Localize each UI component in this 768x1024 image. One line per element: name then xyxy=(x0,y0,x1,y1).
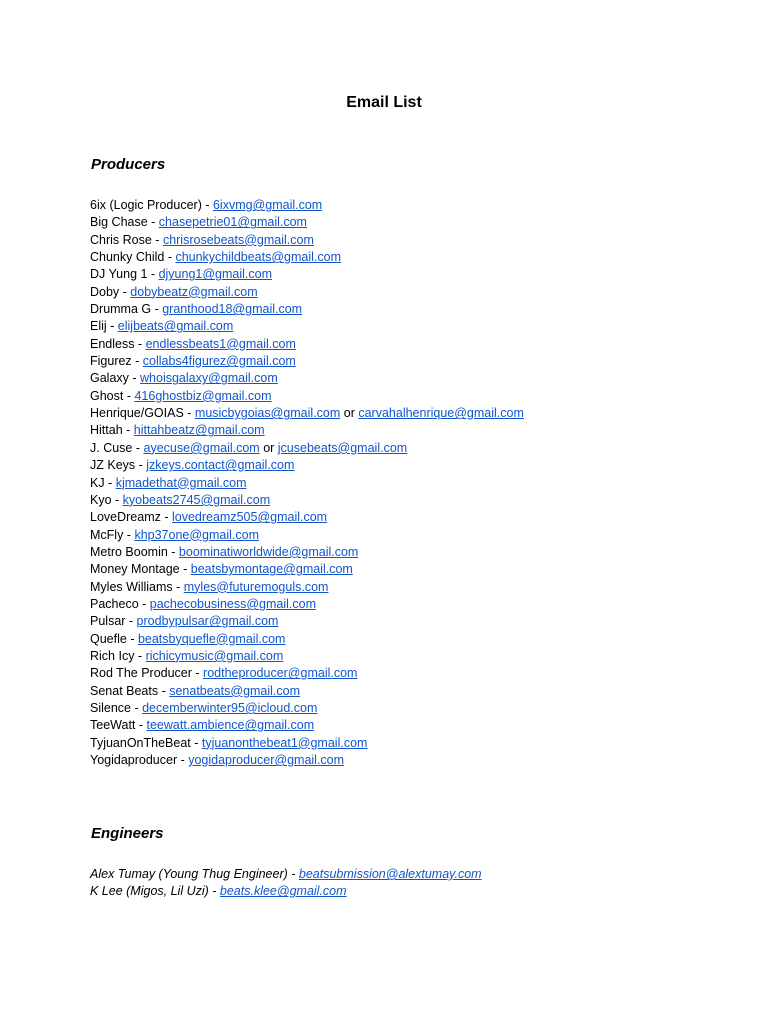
contact-name: Rod The Producer xyxy=(90,666,192,681)
email-link[interactable]: jcusebeats@gmail.com xyxy=(277,440,408,455)
name-separator: - xyxy=(208,884,220,899)
producers-entry xyxy=(90,457,524,474)
name-separator: - xyxy=(147,267,159,282)
or-connector: or xyxy=(340,406,359,421)
contact-name: Myles Williams xyxy=(90,579,173,594)
email-link[interactable]: teewatt.ambience@gmail.com xyxy=(146,718,315,733)
name-separator: - xyxy=(287,867,299,881)
email-link[interactable]: rodtheproducer@gmail.com xyxy=(203,666,358,681)
email-link[interactable]: pachecobusiness@gmail.com xyxy=(149,596,317,611)
engineers-entry xyxy=(90,883,482,900)
contact-name: J. Cuse xyxy=(90,440,133,455)
contact-name: 6ix (Logic Producer) xyxy=(90,198,202,212)
contact-name: Elij xyxy=(90,319,107,334)
name-separator: - xyxy=(151,232,163,247)
email-link[interactable]: whoisgalaxy@gmail.com xyxy=(140,371,278,386)
email-link[interactable]: granthood18@gmail.com xyxy=(162,302,303,317)
name-separator: - xyxy=(164,250,176,265)
name-separator: - xyxy=(138,596,150,611)
name-separator: - xyxy=(104,475,116,490)
email-link[interactable]: ayecuse@gmail.com xyxy=(143,440,260,455)
email-link[interactable]: 6ixvmg@gmail.com xyxy=(212,198,323,212)
contact-name: Quefle xyxy=(90,631,127,646)
producers-heading: Producers xyxy=(91,156,166,173)
name-separator: - xyxy=(134,648,146,663)
email-link[interactable]: senatbeats@gmail.com xyxy=(169,683,301,698)
contact-name: LoveDreamz xyxy=(90,510,161,525)
contact-name: Rich Icy xyxy=(90,648,135,663)
email-link[interactable]: carvahalhenrique@gmail.com xyxy=(358,406,524,421)
email-link[interactable]: decemberwinter95@icloud.com xyxy=(142,700,318,715)
email-link[interactable]: prodbypulsar@gmail.com xyxy=(136,614,279,629)
name-separator: - xyxy=(167,544,179,559)
name-separator: - xyxy=(135,718,147,733)
email-link[interactable]: yogidaproducer@gmail.com xyxy=(188,753,345,767)
name-separator: - xyxy=(125,614,137,629)
producers-entry xyxy=(90,665,524,682)
contact-name: Metro Boomin xyxy=(90,544,168,559)
producers-entry xyxy=(90,440,524,457)
producers-entry xyxy=(90,509,524,526)
name-separator: - xyxy=(183,406,195,421)
email-link[interactable]: djyung1@gmail.com xyxy=(158,267,272,282)
producers-entry xyxy=(90,284,524,301)
contact-name: TeeWatt xyxy=(90,718,136,733)
name-separator: - xyxy=(158,683,170,698)
producers-entry xyxy=(90,370,524,387)
producers-entry xyxy=(90,613,524,630)
email-link[interactable]: musicbygoias@gmail.com xyxy=(194,406,341,421)
name-separator: - xyxy=(135,458,147,473)
producers-entry xyxy=(90,561,524,578)
name-separator: - xyxy=(134,336,146,351)
name-separator: - xyxy=(122,423,134,438)
contact-name: JZ Keys xyxy=(90,458,136,473)
email-link[interactable]: beatsbymontage@gmail.com xyxy=(190,562,353,577)
email-link[interactable]: tyjuanonthebeat1@gmail.com xyxy=(201,735,368,750)
email-link[interactable]: beatsbyquefle@gmail.com xyxy=(137,631,286,646)
name-separator: - xyxy=(172,579,184,594)
contact-name: Pulsar xyxy=(90,614,126,629)
email-link[interactable]: dobybeatz@gmail.com xyxy=(130,284,258,299)
producers-entry xyxy=(90,249,524,266)
email-link[interactable]: chrisrosebeats@gmail.com xyxy=(162,232,314,247)
producers-entry xyxy=(90,301,524,318)
or-connector: or xyxy=(259,440,278,455)
email-link[interactable]: collabs4figurez@gmail.com xyxy=(142,354,296,369)
producers-entry xyxy=(90,214,524,231)
email-link[interactable]: kjmadethat@gmail.com xyxy=(115,475,247,490)
email-link[interactable]: jzkeys.contact@gmail.com xyxy=(146,458,295,473)
name-separator: - xyxy=(119,284,131,299)
contact-name: Henrique/GOIAS xyxy=(90,406,184,421)
contact-name: K Lee (Migos, Lil Uzi) xyxy=(90,884,209,899)
contact-name: Chunky Child xyxy=(90,250,165,265)
producers-entry xyxy=(90,388,524,405)
producers-entry xyxy=(90,527,524,544)
email-link[interactable]: lovedreamz505@gmail.com xyxy=(171,510,328,525)
contact-name: Silence xyxy=(90,700,131,715)
name-separator: - xyxy=(179,562,191,577)
contact-name: Drumma G xyxy=(90,302,152,317)
email-link[interactable]: endlessbeats1@gmail.com xyxy=(145,336,296,351)
producers-entry xyxy=(90,353,524,370)
contact-name: TyjuanOnTheBeat xyxy=(90,735,191,750)
contact-name: Big Chase xyxy=(90,215,148,230)
contact-name: Chris Rose xyxy=(90,232,152,247)
name-separator: - xyxy=(106,319,118,334)
producers-entry xyxy=(90,232,524,249)
contact-name: Pacheco xyxy=(90,596,139,611)
name-separator: - xyxy=(147,215,159,230)
producers-entry xyxy=(90,700,524,717)
contact-name: Endless xyxy=(90,336,135,351)
contact-name: Galaxy xyxy=(90,371,129,386)
name-separator: - xyxy=(151,302,163,317)
contact-name: Money Montage xyxy=(90,562,180,577)
producers-entry xyxy=(90,752,524,769)
producers-entry xyxy=(90,717,524,734)
producers-entry xyxy=(90,631,524,648)
producers-entry xyxy=(90,318,524,335)
name-separator: - xyxy=(132,440,144,455)
name-separator: - xyxy=(177,753,189,767)
email-link[interactable]: 416ghostbiz@gmail.com xyxy=(134,388,272,403)
contact-name: Figurez xyxy=(90,354,132,369)
name-separator: - xyxy=(191,666,204,681)
email-link[interactable]: beats.klee@gmail.com xyxy=(219,884,347,899)
contact-name: Ghost xyxy=(90,388,124,403)
email-link[interactable]: khp37one@gmail.com xyxy=(134,527,259,542)
engineers-entry xyxy=(90,866,482,883)
producers-entry xyxy=(90,544,524,561)
name-separator: - xyxy=(126,631,138,646)
producers-entry xyxy=(90,475,524,492)
email-link[interactable]: boominatiworldwide@gmail.com xyxy=(178,544,359,559)
producers-entry xyxy=(90,596,524,613)
name-separator: - xyxy=(123,388,135,403)
name-separator: - xyxy=(131,700,143,715)
producers-entry xyxy=(90,648,524,665)
producers-entry xyxy=(90,422,524,439)
email-link[interactable]: myles@futuremoguls.com xyxy=(183,579,329,594)
email-link[interactable]: hittahbeatz@gmail.com xyxy=(133,423,265,438)
producers-entry xyxy=(90,579,524,596)
producers-entry xyxy=(90,405,524,422)
name-separator: - xyxy=(111,492,123,507)
engineers-list xyxy=(90,866,482,901)
producers-entry xyxy=(90,336,524,353)
name-separator: - xyxy=(123,527,135,542)
email-link[interactable]: kyobeats2745@gmail.com xyxy=(122,492,271,507)
email-link[interactable]: elijbeats@gmail.com xyxy=(117,319,234,334)
page-title: Email List xyxy=(346,94,422,111)
producers-list xyxy=(90,197,524,769)
contact-name: Doby xyxy=(90,284,120,299)
contact-name: Senat Beats xyxy=(90,683,159,698)
contact-name: Alex Tumay (Young Thug Engineer) xyxy=(90,867,288,881)
name-separator: - xyxy=(128,371,141,386)
email-link[interactable]: chunkychildbeats@gmail.com xyxy=(175,250,341,265)
producers-entry xyxy=(90,735,524,752)
email-link[interactable]: beatsubmission@alextumay.com xyxy=(298,867,482,881)
producers-entry xyxy=(90,266,524,283)
contact-name: KJ xyxy=(90,475,105,490)
name-separator: - xyxy=(201,198,213,212)
email-link[interactable]: chasepetrie01@gmail.com xyxy=(158,215,307,230)
contact-name: Kyo xyxy=(90,492,112,507)
name-separator: - xyxy=(131,354,143,369)
contact-name: McFly xyxy=(90,527,124,542)
contact-name: Yogidaproducer xyxy=(90,753,178,767)
engineers-heading: Engineers xyxy=(91,825,164,842)
producers-entry xyxy=(90,197,524,214)
producers-entry xyxy=(90,683,524,700)
name-separator: - xyxy=(190,735,202,750)
producers-entry xyxy=(90,492,524,509)
email-link[interactable]: richicymusic@gmail.com xyxy=(145,648,284,663)
name-separator: - xyxy=(160,510,172,525)
contact-name: DJ Yung 1 xyxy=(90,267,148,282)
contact-name: Hittah xyxy=(90,423,123,438)
